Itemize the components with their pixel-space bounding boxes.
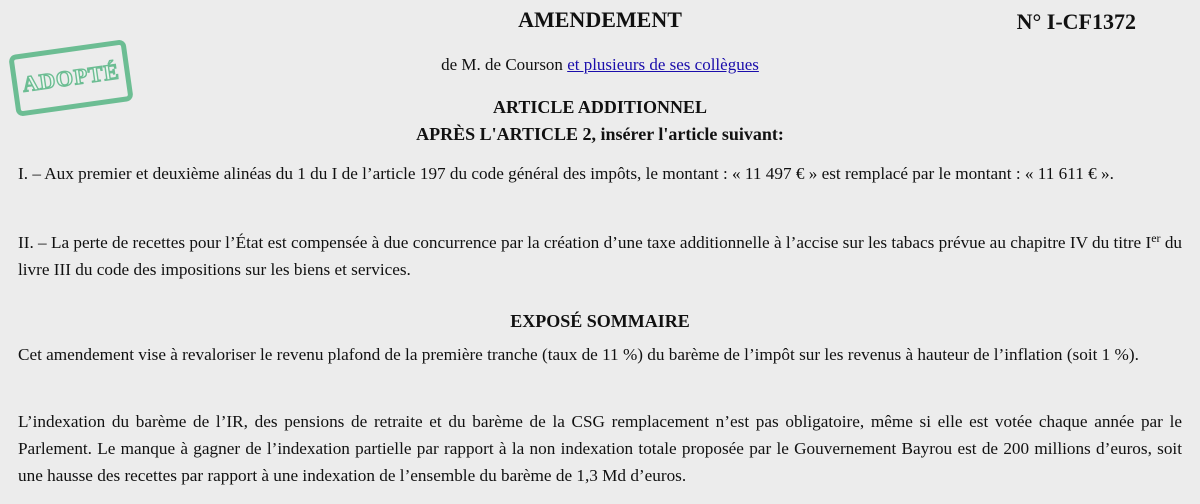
body-paragraph-2-text: II. – La perte de recettes pour l’État est compensée à due concurrence par la création d’une taxe additionnelle à l’accise sur les tabacs prévue au chapitre IV du titre I (18, 233, 1152, 252)
superscript-er: er (1151, 231, 1161, 245)
article-subheading: APRÈS L'ARTICLE 2, insérer l'article suivant: (416, 124, 784, 144)
amendment-number: N° I-CF1372 (1016, 9, 1136, 34)
expose-paragraph-2: L’indexation du barème de l’IR, des pensions de retraite et du barème de la CSG remplacement n’est pas obligatoire, même si elle est votée chaque année par le Parlement. Le manque à gagner de l’indexation partielle par rapport à la non indexation totale proposée par le Gouvernement Bayrou est de 200 millions d’euros, soit une hausse des recettes par rapport à une indexation de l’ensemble du barème de 1,3 Md d’euros. (18, 412, 1182, 485)
document-title: AMENDEMENT (518, 7, 682, 32)
coauthors-link[interactable]: et plusieurs de ses collègues (567, 55, 759, 74)
body-paragraph-2-end: du livre III du code des impositions sur les biens et services. (18, 233, 1183, 279)
stamp-label: ADOPTÉ (20, 58, 122, 97)
body-paragraph-2 (18, 229, 1182, 283)
expose-paragraph-1: Cet amendement vise à revaloriser le revenu plafond de la première tranche (taux de 11 %) du barème de l’impôt sur les revenus à hauteur de l’inflation (soit 1 %). (18, 345, 1139, 364)
expose-heading: EXPOSÉ SOMMAIRE (510, 311, 690, 331)
body-paragraph-1: I. – Aux premier et deuxième alinéas du 1 du I de l’article 197 du code général des impôts, le montant : « 11 497 € » est remplacé par le montant : « 11 611 € ». (18, 164, 1114, 183)
article-heading: ARTICLE ADDITIONNEL (493, 97, 707, 117)
authors-line (0, 55, 1200, 75)
authors-prefix: de M. de Courson (441, 55, 563, 74)
